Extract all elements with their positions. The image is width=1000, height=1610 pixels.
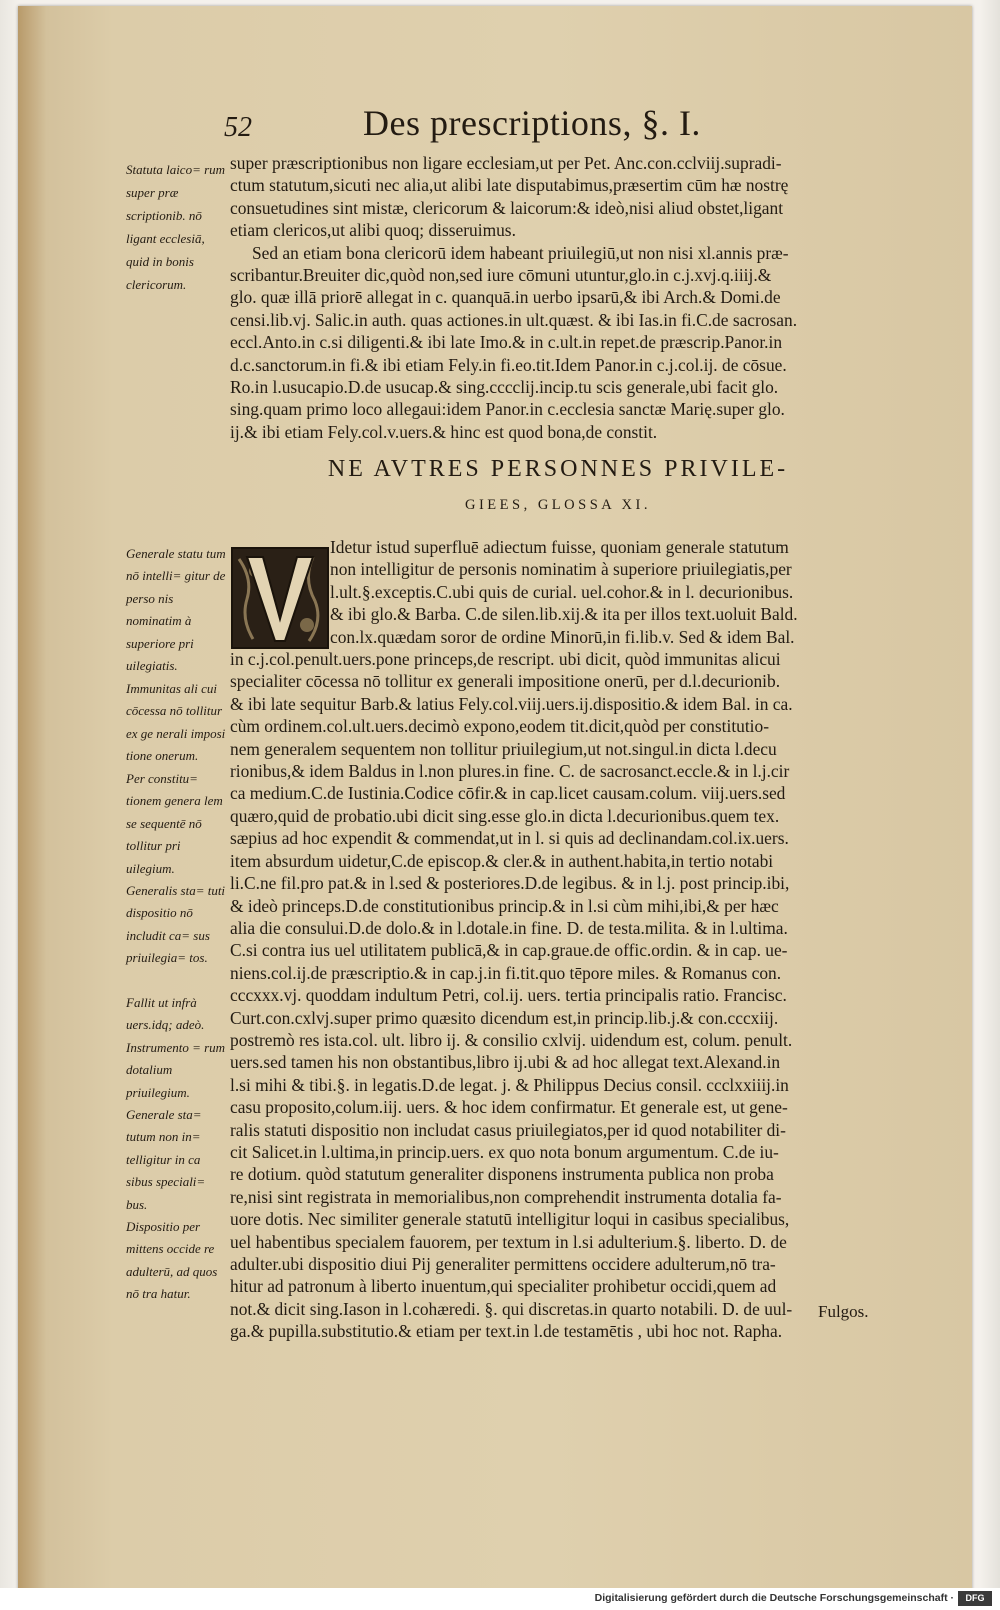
text-line: l.ult.§.exceptis.C.ubi quis de curial. uel.cohor.& in l. decurionibus.	[330, 581, 794, 602]
text-line: li.C.ne fil.pro pat.& in l.sed & posteriores.D.de legibus. & in l.j. post princip.ibi,	[230, 873, 790, 894]
text-line: cit Salicet.in l.ultima,in princip.uers. ex quo nota bonum argumentum. C.de iu-	[230, 1141, 779, 1162]
text-line: eccl.Anto.in c.si diligenti.& ibi late Imo.& in c.ult.in repet.de præscrip.Panor.in	[230, 332, 783, 353]
catchword: Fulgos.	[818, 1302, 869, 1321]
text-line: uel habentibus specialem fauorem, per textum in l.si adulterium.§. liberto. D. de	[230, 1231, 787, 1252]
text-line: Curt.con.cxlvj.super primo quæsito dicendum est,in princip.lib.j.& con.cccxiij.	[230, 1007, 779, 1028]
text-line: cccxxx.vj. quoddam indultum Petri, col.ij. uers. tertia principalis ratio. Francisc.	[230, 985, 787, 1006]
text-line: con.lx.quædam soror de ordine Minorū,in fi.lib.v. Sed & idem Bal.	[330, 626, 795, 647]
text-line: Idetur istud superfluē adiectum fuisse, quoniam generale statutum	[330, 537, 789, 557]
text-line: in c.j.col.penult.uers.pone princeps,de rescript. ubi dicit, quòd immunitas alicui	[230, 649, 781, 670]
text-line: uore dotis. Nec similiter generale statutū intelligitur loqui in casibus specialibus,	[230, 1209, 790, 1230]
margin-note: Generale statu tum nō intelli= gitur de perso nis nominatim à superiore pri uilegiatis.	[126, 546, 226, 674]
text-line: C.si contra ius uel utilitatem publicā,& in cap.graue.de offic.ordin. & in cap. ue-	[230, 940, 788, 961]
text-line: sæpius ad hoc expendit & commendat,ut in l. si quis ad declinandam.col.ix.uers.	[230, 828, 789, 849]
text-line: Sed an etiam bona clericorū idem habeant priuilegiū,ut non nisi xl.annis præ-	[252, 242, 789, 263]
text-line: super præscriptionibus non ligare ecclesiam,ut per Pet. Anc.con.cclviij.supradi-	[230, 153, 782, 173]
heading-line-2: GIEES, GLOSSA XI.	[465, 497, 651, 513]
text-line: uers.sed tamen his non obstantibus,libro ij.ubi & ad hoc allegat text.Alexand.in	[230, 1052, 781, 1073]
text-line: ga.& pupilla.substitutio.& etiam per text.in l.de testamētis , ubi hoc not. Rapha.	[230, 1321, 783, 1342]
page-number: 52	[224, 112, 252, 143]
text-line: adulter.ubi dispositio diui Pij generaliter permittens occidere adulterum,nō tra-	[230, 1254, 776, 1274]
text-line: rionibus,& idem Baldus in l.non plures.in fine. C. de sacrosanct.eccle.& in l.j.cir	[230, 761, 790, 782]
text-line: glo. quæ illā priorē allegat in c. quanquā.in uerbo ipsarū,& ibi Arch.& Domi.de	[230, 287, 781, 308]
text-line: re dotium. quòd statutum generaliter disponens instrumenta publica non proba	[230, 1164, 774, 1185]
margin-note: Immunitas ali cui cōcessa nō tollitur ex ge nerali imposi tione onerum.	[126, 681, 226, 764]
footer-credit: Digitalisierung gefördert durch die Deutsche Forschungsgemeinschaft ·	[594, 1592, 954, 1604]
text-line: ctum statutum,sicuti nec alia,ut alibi late disputabimus,præsertim cūm hæ nostrę	[230, 175, 789, 196]
section-heading	[228, 456, 888, 514]
margin-note: Statuta laico= rum super præ scriptionib. nō ligant ecclesiā, quid in bonis clericorum.	[126, 162, 226, 292]
text-line: Ro.in l.usucapio.D.de usucap.& sing.cccclij.incip.tu scis generale,ubi facit glo.	[230, 377, 779, 398]
text-line: alia die consului.D.de dolo.& in l.dotale.in fine. D. de testa.milita. & in l.ultima.	[230, 917, 788, 938]
text-line: ij.& ibi etiam Fely.col.v.uers.& hinc est quod bona,de constit.	[230, 421, 658, 442]
text-line: item absurdum uidetur,C.de episcop.& cler.& in authent.habita,in tertio notabi	[230, 850, 774, 871]
text-line: cùm ordinem.col.ult.uers.decimò expono,eodem tit.dicit,quòd per constitutio-	[230, 716, 769, 737]
text-line: hitur ad patronum à liberto inuentum,qui specialiter prohibetur occidi,quem ad	[230, 1276, 777, 1297]
text-line: etiam clericos,ut alibi quoq; disseruimus.	[230, 220, 516, 241]
text-line: not.& dicit sing.Iason in l.cohæredi. §. qui discretas.in quarto notabili. D. de uul-	[230, 1298, 793, 1319]
text-line: postremò res ista.col. ult. libro ij. & consilio cxlvij. uidendum est, colum. penult.	[230, 1029, 793, 1050]
margin-note: Generale sta= tutum non in= telligitur in ca sibus speciali= bus.	[126, 1107, 206, 1212]
margin-note: Dispositio per mittens occide re adulterū, ad quos nō tra hatur.	[126, 1219, 218, 1302]
text-line: ca medium.C.de Iustinia.Codice cōfir.& in cap.licet causam.colum. viij.uers.sed	[230, 783, 786, 804]
text-block-1	[230, 152, 888, 443]
text-line: censi.lib.vj. Salic.in auth. quas actiones.in ult.quæst. & ibi Ias.in fi.C.de sacrosan.	[230, 309, 798, 330]
text-line: & ibi glo.& Barba. C.de silen.lib.xij.& ita per illos text.uoluit Bald.	[330, 604, 798, 625]
book-page	[18, 6, 972, 1594]
text-line: non intelligitur de personis nominatim à superiore priuilegiatis,per	[330, 559, 792, 580]
digitization-footer	[0, 1588, 1000, 1610]
text-line: niens.col.ij.de præscriptio.& in cap.j.in fi.tit.quo tēpore miles. & Romanus con.	[230, 962, 782, 983]
text-line: quæro,quid de probatio.ubi dicit sing.esse glo.in dicta l.decurionibus.quem tex.	[230, 805, 780, 826]
margin-note: Fallit ut infrà uers.idq; adeò.	[126, 995, 205, 1033]
margin-note: Generalis sta= tuti dispositio nō includit ca= sus priuilegia= tos.	[126, 883, 226, 966]
text-line: & ideò princeps.D.de constitutionibus princip.& in l.si cùm mihi,ibi,& per hæc	[230, 895, 779, 916]
text-line: l.si mihi & tibi.§. in legatis.D.de legat. j. & Philippus Decius consil. ccclxxiiij.in	[230, 1074, 789, 1095]
text-line: ralis statuti dispositio non includat casus priuilegiatos,per id quod notabiliter di-	[230, 1119, 786, 1140]
running-title: Des prescriptions, §. I.	[363, 103, 701, 143]
text-line: nem generalem sequentem non tollitur priuilegium,ut not.singul.in dicta l.decu	[230, 738, 777, 759]
margin-note: Instrumento = rum dotalium priuilegium.	[126, 1040, 226, 1100]
text-line: scribantur.Breuiter dic,quòd non,sed iure cōmuni utuntur,glo.in c.j.xvj.q.iiij.&	[230, 265, 772, 286]
text-line: specialiter cōcessa nō tollitur ex generali impositione onerū, per d.l.decurionib.	[230, 671, 781, 692]
text-line: re,nisi sint registrata in memorialibus,non comprehendit instrumenta dotalia fa-	[230, 1186, 782, 1207]
text-line: d.c.sanctorum.in fi.& ibi etiam Fely.in fi.eo.tit.Idem Panor.in c.j.col.ij. de cōsue.	[230, 354, 787, 375]
heading-line-1: NE AVTRES PERSONNES PRIVILE-	[327, 456, 789, 482]
text-line: & ibi late sequitur Barb.& latius Fely.col.viij.uers.ij.dispositio.& idem Bal. in ca.	[230, 693, 793, 714]
text-line: sing.quam primo loco allegaui:idem Panor.in c.ecclesia sanctæ Marię.super glo.	[230, 399, 785, 420]
text-block-2	[230, 536, 888, 1343]
page-header	[18, 102, 972, 152]
margin-note: Per constitu= tionem genera lem se sequentē nō tollitur pri uilegium.	[126, 771, 223, 876]
dfg-logo-icon: DFG	[958, 1591, 992, 1606]
text-line: consuetudines sint mistæ, clericorum & laicorum:& ideò,nisi aliud obstet,ligant	[230, 197, 784, 218]
text-line: casu proposito,colum.iij. uers. & hoc idem confirmatur. Et generale est, ut gene-	[230, 1097, 788, 1118]
